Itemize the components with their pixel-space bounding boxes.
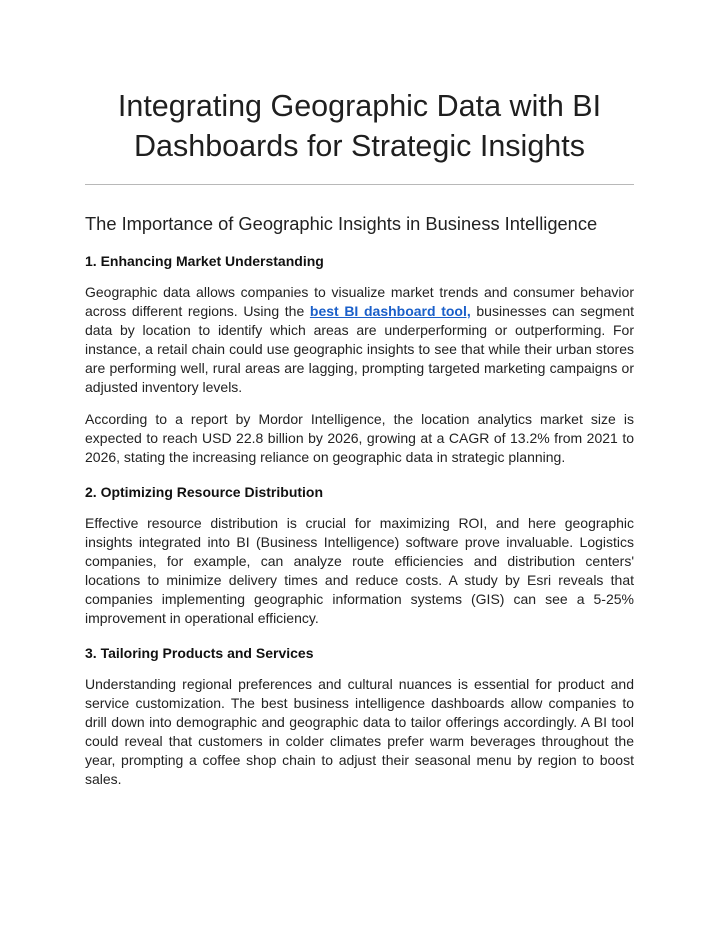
paragraph-market-1 — [85, 283, 634, 397]
subheading-market-understanding: 1. Enhancing Market Understanding — [85, 253, 324, 269]
page-title — [85, 86, 634, 166]
paragraph-market-2: According to a report by Mordor Intelligence, the location analytics market size is expected to reach USD 22.8 billion by 2026, growing at a CAGR of 13.2% from 2021 to 2026, stating the increasing reliance on geographic data in strategic planning. — [85, 411, 634, 465]
section-heading: The Importance of Geographic Insights in Business Intelligence — [85, 213, 598, 234]
title-divider — [85, 184, 634, 185]
paragraph-text: Geographic data allows companies to visualize market trends and consumer behavior across different regions. Using the — [85, 284, 634, 319]
bi-dashboard-tool-link[interactable]: best BI dashboard tool, — [309, 303, 471, 319]
paragraph-products-1: Understanding regional preferences and cultural nuances is essential for product and service customization. The best business intelligence dashboards allow companies to drill down into demographic and geographic data to tailor offerings accordingly. A BI tool could reveal that customers in colder climates prefer warm beverages throughout the year, prompting a coffee shop chain to adjust their seasonal menu by region to boost sales. — [85, 676, 634, 787]
subheading-resource-distribution: 2. Optimizing Resource Distribution — [85, 484, 324, 500]
page-title-line-1: Integrating Geographic Data with BI — [117, 89, 602, 123]
page-title-line-2: Dashboards for Strategic Insights — [134, 129, 585, 163]
subheading-tailoring-products: 3. Tailoring Products and Services — [85, 645, 314, 661]
document-page — [85, 0, 634, 789]
paragraph-text: businesses can segment data by location to identify which areas are underperforming or outperforming. For instance, a retail chain could use geographic insights to see that while their urban stores are performing well, rural areas are lagging, prompting targeted marketing campaigns or adjusted inventory levels. — [85, 303, 635, 395]
paragraph-resources-1: Effective resource distribution is crucial for maximizing ROI, and here geographic insights integrated into BI (Business Intelligence) software prove invaluable. Logistics companies, for example, can analyze route efficiencies and distribution centers' locations to minimize delivery times and reduce costs. A study by Esri reveals that companies implementing geographic information systems (GIS) can see a 5-25% improvement in operational efficiency. — [85, 515, 634, 626]
